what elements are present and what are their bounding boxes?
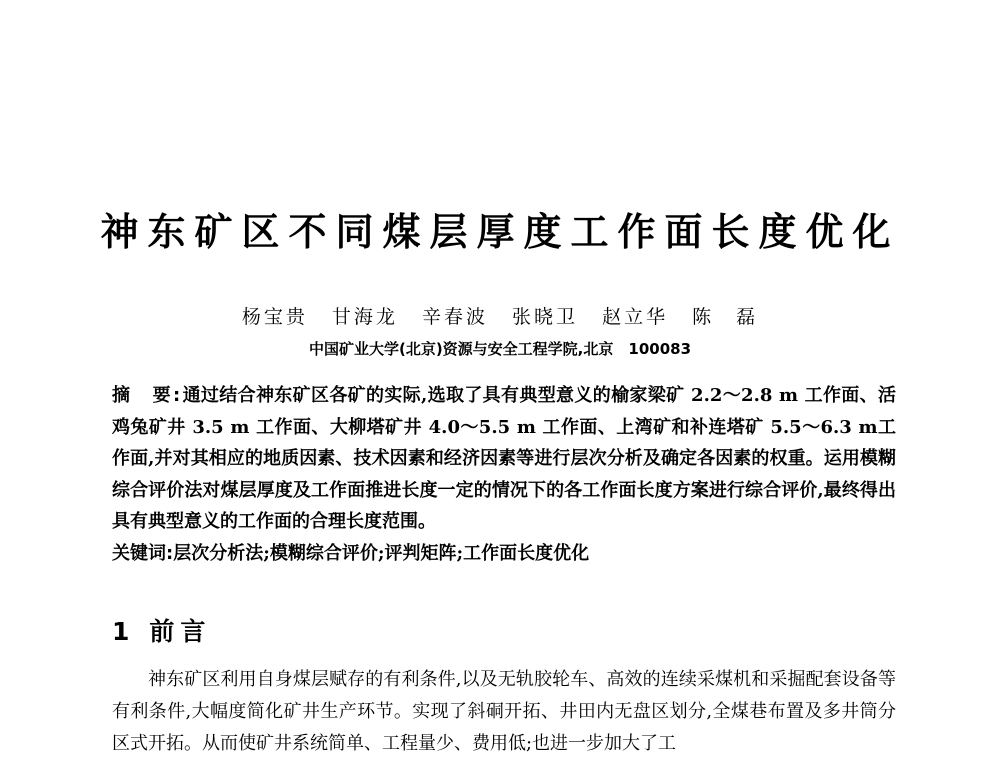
author-name: 辛春波 [421, 306, 488, 328]
keywords [112, 540, 896, 568]
author-name: 杨宝贵 [241, 306, 308, 328]
abstract-text: 通过结合神东矿区各矿的实际,选取了具有典型意义的榆家梁矿 2.2～2.8 m 工作面、活鸡兔矿井 3.5 m 工作面、大柳塔矿井 4.0～5.5 m 工作面、上湾矿和补连塔矿 5.5～6.3 m工作面,并对其相应的地质因素、技术因素和经济因素等进行层次分析及确定各因素的权重。运用模糊综合评价法对煤层厚度及工作面推进长度一定的情况下的各工作面长度方案进行综合评价,最终得出具有典型意义的工作面的合理长度范围。 [112, 385, 896, 532]
section-title: 前言 [149, 617, 212, 646]
keywords-label: 关键词: [112, 543, 174, 564]
author-name: 赵立华 [602, 306, 669, 328]
author-name: 陈 磊 [692, 306, 759, 328]
author-list [0, 304, 1000, 330]
abstract [112, 380, 896, 538]
author-name: 张晓卫 [512, 306, 579, 328]
body-paragraph: 神东矿区利用自身煤层赋存的有利条件,以及无轨胶轮车、高效的连续采煤机和采掘配套设备等有利条件,大幅度简化矿井生产环节。实现了斜硐开拓、井田内无盘区划分,全煤巷布置及多井筒分区式开拓。从而使矿井系统简单、工程量少、费用低;也进一步加大了工 [112, 669, 896, 754]
abstract-label: 摘 要: [112, 385, 183, 406]
paper-title: 神东矿区不同煤层厚度工作面长度优化 [100, 210, 900, 254]
keywords-text: 层次分析法;模糊综合评价;评判矩阵;工作面长度优化 [173, 543, 590, 564]
author-name: 甘海龙 [331, 306, 398, 328]
affiliation: 中国矿业大学(北京)资源与安全工程学院,北京 100083 [308, 340, 692, 358]
section-heading [112, 616, 211, 648]
section-number: 1 [112, 617, 130, 646]
